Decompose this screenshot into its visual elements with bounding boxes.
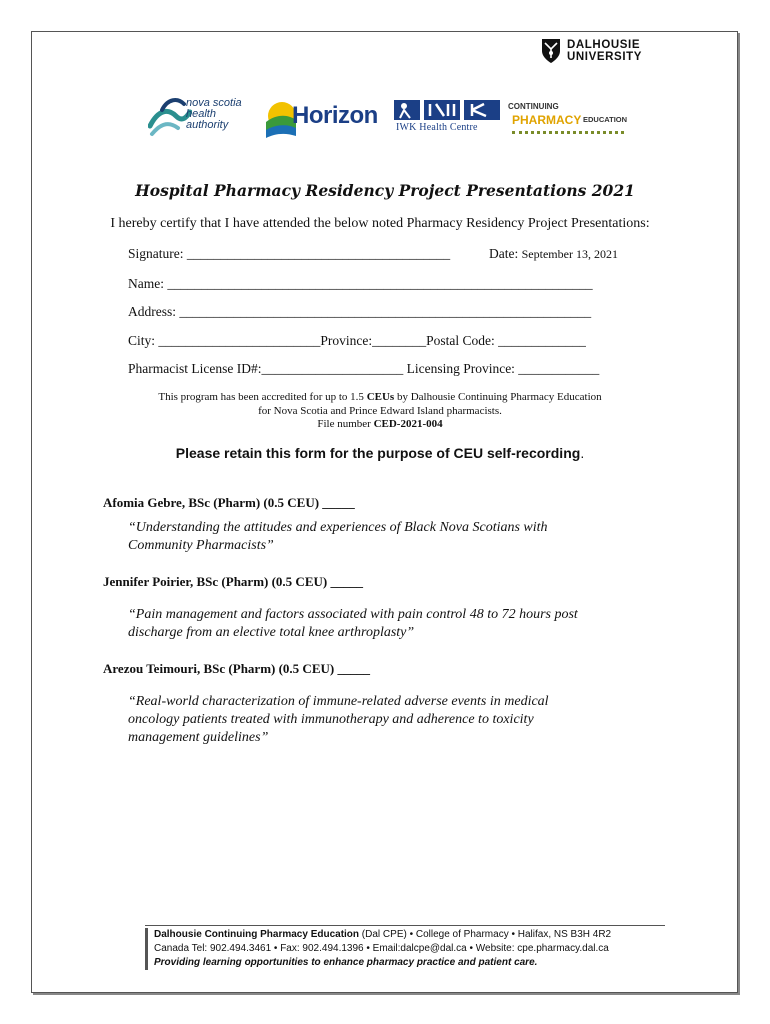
license-field[interactable]: Pharmacist License ID#:_____________________ Licensing Province: ____________ bbox=[128, 361, 600, 376]
footer bbox=[145, 928, 674, 970]
presenter-3[interactable]: Arezou Teimouri, BSc (Pharm) (0.5 CEU) _____ bbox=[103, 661, 370, 676]
presentation-title-2 bbox=[128, 606, 628, 642]
presentation-title-3 bbox=[128, 693, 628, 747]
accred-ceus: CEUs bbox=[366, 391, 395, 403]
presenter-1[interactable]: Afomia Gebre, BSc (Pharm) (0.5 CEU) _____ bbox=[103, 495, 355, 510]
footer-org-rest: (Dal CPE) • College of Pharmacy • Halifax, NS B3H 4R2 bbox=[359, 929, 612, 940]
footer-contact: Canada Tel: 902.494.3461 • Fax: 902.494.1396 • Email:dalcpe@dal.ca • Website: cpe.pharmacy.dal.ca bbox=[154, 943, 609, 954]
iwk-wordmark: IWK Health Centre bbox=[396, 122, 478, 133]
signature-field[interactable]: Signature: _______________________________________ bbox=[128, 246, 451, 261]
dalhousie-line2: UNIVERSITY bbox=[567, 51, 643, 63]
horizon-sun-icon bbox=[262, 92, 296, 140]
iwk-logo bbox=[392, 98, 504, 134]
address-field[interactable]: Address: _____________________________________________________________ bbox=[128, 304, 592, 319]
certify-statement: I hereby certify that I have attended the below noted Pharmacy Residency Project Presentations: bbox=[110, 216, 650, 231]
p3-line2: oncology patients treated with immunotherapy and adherence to toxicity bbox=[128, 712, 534, 727]
accreditation-note bbox=[0, 391, 760, 432]
dalhousie-logo bbox=[541, 38, 642, 64]
nsha-line2: health authority bbox=[186, 108, 229, 131]
page-border bbox=[31, 31, 738, 993]
cpe-tagline-graphic bbox=[512, 131, 624, 137]
iwk-figures-icon bbox=[392, 98, 504, 122]
accred-file-number: CED-2021-004 bbox=[373, 418, 443, 430]
p3-line3: management guidelines” bbox=[128, 730, 269, 745]
nsha-line1: nova scotia bbox=[186, 97, 242, 109]
accred-line3-pre: File number bbox=[317, 418, 374, 430]
accred-line1-post: by Dalhousie Continuing Pharmacy Education bbox=[394, 391, 602, 403]
dalhousie-shield-icon bbox=[541, 38, 561, 64]
name-field[interactable]: Name: _______________________________________________________________ bbox=[128, 276, 593, 291]
p3-line1: “Real-world characterization of immune-related adverse events in medical bbox=[128, 694, 549, 709]
cpe-pharmacy: PHARMACY bbox=[512, 113, 582, 127]
horizon-wordmark: Horizon bbox=[292, 102, 378, 129]
retain-text: Please retain this form for the purpose of CEU self-recording bbox=[175, 445, 581, 461]
p2-line2: discharge from an elective total knee arthroplasty” bbox=[128, 625, 415, 640]
retain-period: . bbox=[580, 445, 585, 461]
cpe-continuing: CONTINUING bbox=[508, 102, 559, 111]
form-title: Hospital Pharmacy Residency Project Presentations 2021 bbox=[135, 181, 635, 200]
presenter-2[interactable]: Jennifer Poirier, BSc (Pharm) (0.5 CEU) _____ bbox=[103, 574, 363, 589]
retain-notice bbox=[0, 445, 760, 461]
presentation-title-1 bbox=[128, 519, 628, 555]
city-province-postal-field[interactable]: City: ________________________Province:________Postal Code: _____________ bbox=[128, 333, 586, 348]
accred-line1-pre: This program has been accredited for up to 1.5 bbox=[158, 391, 367, 403]
footer-org: Dalhousie Continuing Pharmacy Education bbox=[154, 929, 360, 940]
p1-line1: “Understanding the attitudes and experiences of Black Nova Scotians with bbox=[128, 520, 548, 535]
partner-logos bbox=[148, 92, 628, 148]
footer-rule bbox=[145, 925, 665, 926]
dalhousie-line1: DALHOUSIE bbox=[567, 39, 641, 51]
footer-tagline: Providing learning opportunities to enhance pharmacy practice and patient care. bbox=[154, 957, 538, 968]
date-label: Date: bbox=[489, 246, 522, 261]
p1-line2: Community Pharmacists” bbox=[128, 538, 274, 553]
cpe-education: EDUCATION bbox=[583, 115, 628, 124]
horizon-logo bbox=[262, 92, 390, 140]
date-value: September 13, 2021 bbox=[521, 247, 618, 261]
nsha-logo bbox=[148, 92, 256, 138]
p2-line1: “Pain management and factors associated with pain control 48 to 72 hours post bbox=[128, 607, 578, 622]
cpe-logo bbox=[508, 102, 628, 142]
date-field bbox=[489, 246, 618, 262]
accred-line2: for Nova Scotia and Prince Edward Island pharmacists. bbox=[258, 404, 502, 417]
